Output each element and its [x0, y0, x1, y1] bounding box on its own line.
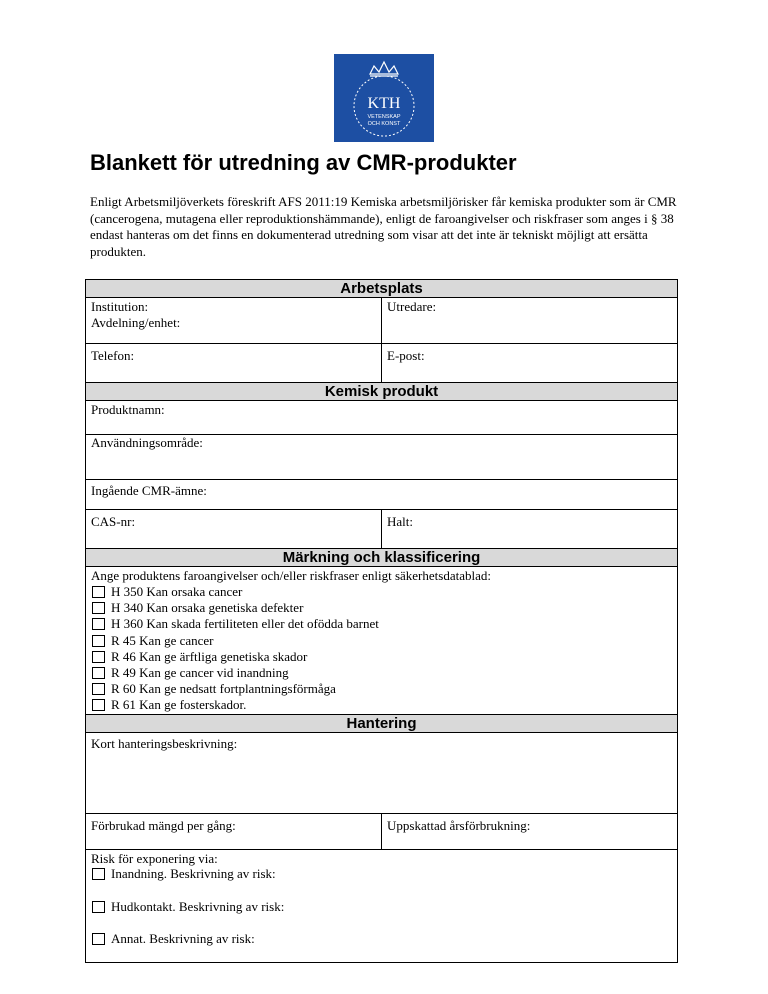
risk-option-label: Annat. Beskrivning av risk:: [111, 931, 255, 946]
checkbox[interactable]: [92, 901, 105, 913]
risk-option-label: Inandning. Beskrivning av risk:: [111, 866, 276, 881]
checkbox[interactable]: [92, 667, 105, 679]
checkbox[interactable]: [92, 586, 105, 598]
hanteringsbeskrivning-field[interactable]: [86, 736, 677, 752]
risk-option: [92, 931, 255, 947]
column-divider: [381, 813, 382, 849]
arsforbrukning-label: Uppskattad årsförbrukning:: [387, 818, 531, 833]
row-divider: [86, 849, 677, 850]
forbrukad-mangd-label: Förbrukad mängd per gång:: [91, 818, 236, 833]
produktnamn-label: Produktnamn:: [91, 402, 165, 417]
hazard-option: [92, 616, 379, 632]
avdelning-label: Avdelning/enhet:: [91, 315, 181, 330]
utredare-label: Utredare:: [387, 299, 437, 314]
section-heading-hantering: Hantering: [86, 714, 677, 733]
utredare-field[interactable]: [382, 299, 677, 335]
hazard-option: [92, 665, 289, 681]
anvandningsomrade-field[interactable]: [86, 435, 677, 451]
risk-exponering-label: Risk för exponering via:: [91, 851, 218, 866]
hazard-option-label: R 61 Kan ge fosterskador.: [111, 697, 247, 713]
hazard-option: [92, 633, 214, 649]
section-heading-kemisk-produkt: Kemisk produkt: [86, 382, 677, 401]
hazard-option: [92, 600, 303, 616]
markning-instruction: Ange produktens faroangivelser och/eller riskfraser enligt säkerhetsdatablad:: [91, 568, 491, 583]
checkbox[interactable]: [92, 651, 105, 663]
column-divider: [381, 509, 382, 548]
hazard-option: [92, 584, 242, 600]
intro-text: Enligt Arbetsmiljöverkets föreskrift AFS 2011:19 Kemiska arbetsmiljörisker får kemiska produkter som är CMR (cancerogena, mutagena eller reproduktionshämmande), enligt de faroangivelser och riskfraser som anges i § 38 endast hanteras om det finns en dokumenterad utredning som visar att det inte är tekniskt möjligt att ersätta produkten.: [90, 194, 677, 259]
row-divider: [86, 343, 677, 344]
hazard-option-label: R 60 Kan ge nedsatt fortplantningsförmåga: [111, 681, 336, 697]
hazard-option-label: R 49 Kan ge cancer vid inandning: [111, 665, 289, 680]
hazard-option: [92, 697, 246, 713]
kth-emblem-icon: [334, 54, 434, 142]
checkbox[interactable]: [92, 635, 105, 647]
cas-nr-label: CAS-nr:: [91, 514, 136, 529]
hazard-option-label: H 350 Kan orsaka cancer: [111, 584, 243, 599]
checkbox[interactable]: [92, 618, 105, 630]
checkbox[interactable]: [92, 868, 105, 880]
cas-nr-field[interactable]: [86, 514, 381, 530]
kth-logo: [334, 54, 434, 142]
row-divider: [86, 479, 677, 480]
risk-option-label: Hudkontakt. Beskrivning av risk:: [111, 899, 285, 914]
hazard-option-label: H 340 Kan orsaka genetiska defekter: [111, 600, 304, 616]
ingaende-cmr-field[interactable]: [86, 483, 677, 499]
checkbox[interactable]: [92, 699, 105, 711]
risk-option: [92, 899, 284, 915]
anvandningsomrade-label: Användningsområde:: [91, 435, 203, 450]
section-heading-markning: Märkning och klassificering: [86, 548, 677, 567]
epost-field[interactable]: [382, 348, 677, 364]
halt-field[interactable]: [382, 514, 677, 530]
logo-line1: VETENSKAP: [367, 114, 401, 120]
risk-option: [92, 866, 276, 882]
halt-label: Halt:: [387, 514, 413, 529]
hazard-option-label: R 45 Kan ge cancer: [111, 632, 214, 648]
logo-line2: OCH KONST: [367, 121, 401, 127]
institution-field[interactable]: [86, 299, 381, 335]
ingaende-cmr-label: Ingående CMR-ämne:: [91, 483, 207, 498]
epost-label: E-post:: [387, 348, 425, 363]
telefon-label: Telefon:: [91, 348, 135, 363]
hazard-option: [92, 681, 336, 697]
hazard-option: [92, 649, 307, 665]
logo-initials: KTH: [367, 95, 401, 112]
checkbox[interactable]: [92, 602, 105, 614]
arsforbrukning-field[interactable]: [382, 818, 677, 834]
hazard-option-label: H 360 Kan skada fertiliteten eller det ofödda barnet: [111, 616, 379, 632]
institution-label: Institution:: [91, 299, 149, 314]
cmr-form: [85, 279, 678, 963]
hanteringsbeskrivning-label: Kort hanteringsbeskrivning:: [91, 736, 238, 751]
forbrukad-mangd-field[interactable]: [86, 818, 381, 834]
telefon-field[interactable]: [86, 348, 381, 364]
hazard-option-label: R 46 Kan ge ärftliga genetiska skador: [111, 648, 308, 664]
section-heading-arbetsplats: Arbetsplats: [86, 280, 677, 298]
column-divider: [381, 298, 382, 382]
checkbox[interactable]: [92, 683, 105, 695]
checkbox[interactable]: [92, 933, 105, 945]
page-title: Blankett för utredning av CMR-produkter: [90, 150, 517, 175]
produktnamn-field[interactable]: [86, 402, 677, 418]
